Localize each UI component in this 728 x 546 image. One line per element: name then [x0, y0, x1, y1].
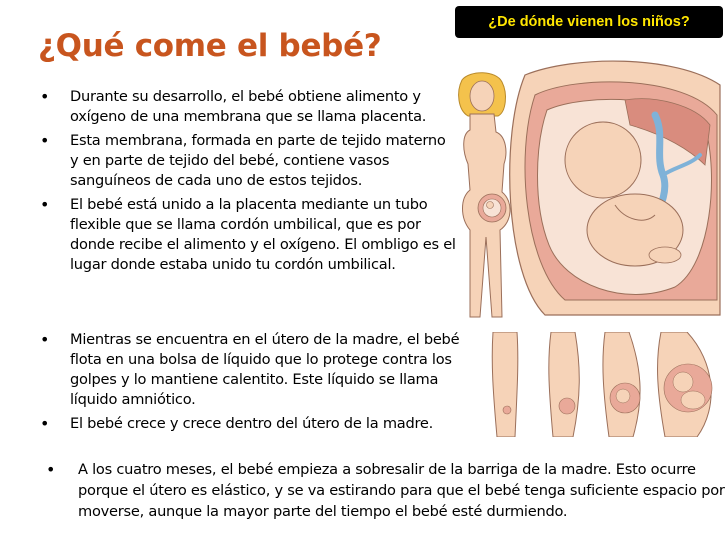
bullet-placenta: • Durante su desarrollo, el bebé obtiene alimento y oxígeno de una membrana que se llama placenta. [38, 87, 458, 127]
bullet-four-months: • A los cuatro meses, el bebé empieza a sobresalir de la barriga de la madre. Esto ocurre porque el útero es elástico, y se va estirando para que el bebé tenga suficiente espacio por moverse, aunque la mayor parte del tiempo el bebé esté durmiendo. [38, 459, 728, 522]
bullet-list-bottom [38, 459, 728, 526]
bullet-membrane: • Esta membrana, formada en parte de tejido materno y en parte de tejido del bebé, contiene vasos sanguíneos de cada uno de estos tejidos. [38, 131, 458, 191]
bullet-umbilical-cord: • El bebé está unido a la placenta mediante un tubo flexible que se llama cordón umbilical, que es por donde recibe el alimento y el oxígeno. El ombligo es el lugar donde estaba unido tu cordón umbilical. [38, 195, 458, 275]
bullet-growth: • El bebé crece y crece dentro del útero de la madre. [38, 414, 466, 434]
bullet-list-top [38, 87, 458, 279]
bullet-list-middle [38, 330, 466, 438]
topic-banner: ¿De dónde vienen los niños? [455, 6, 723, 38]
pregnancy-stages-illustration [483, 332, 728, 437]
bullet-amniotic-fluid: • Mientras se encuentra en el útero de la madre, el bebé flota en una bolsa de líquido que lo protege contra los golpes y lo mantiene calentito. Este líquido se llama líquido amniótico. [38, 330, 466, 410]
page-title: ¿Qué come el bebé? [38, 28, 382, 64]
fetus-in-uterus-illustration [505, 55, 728, 320]
